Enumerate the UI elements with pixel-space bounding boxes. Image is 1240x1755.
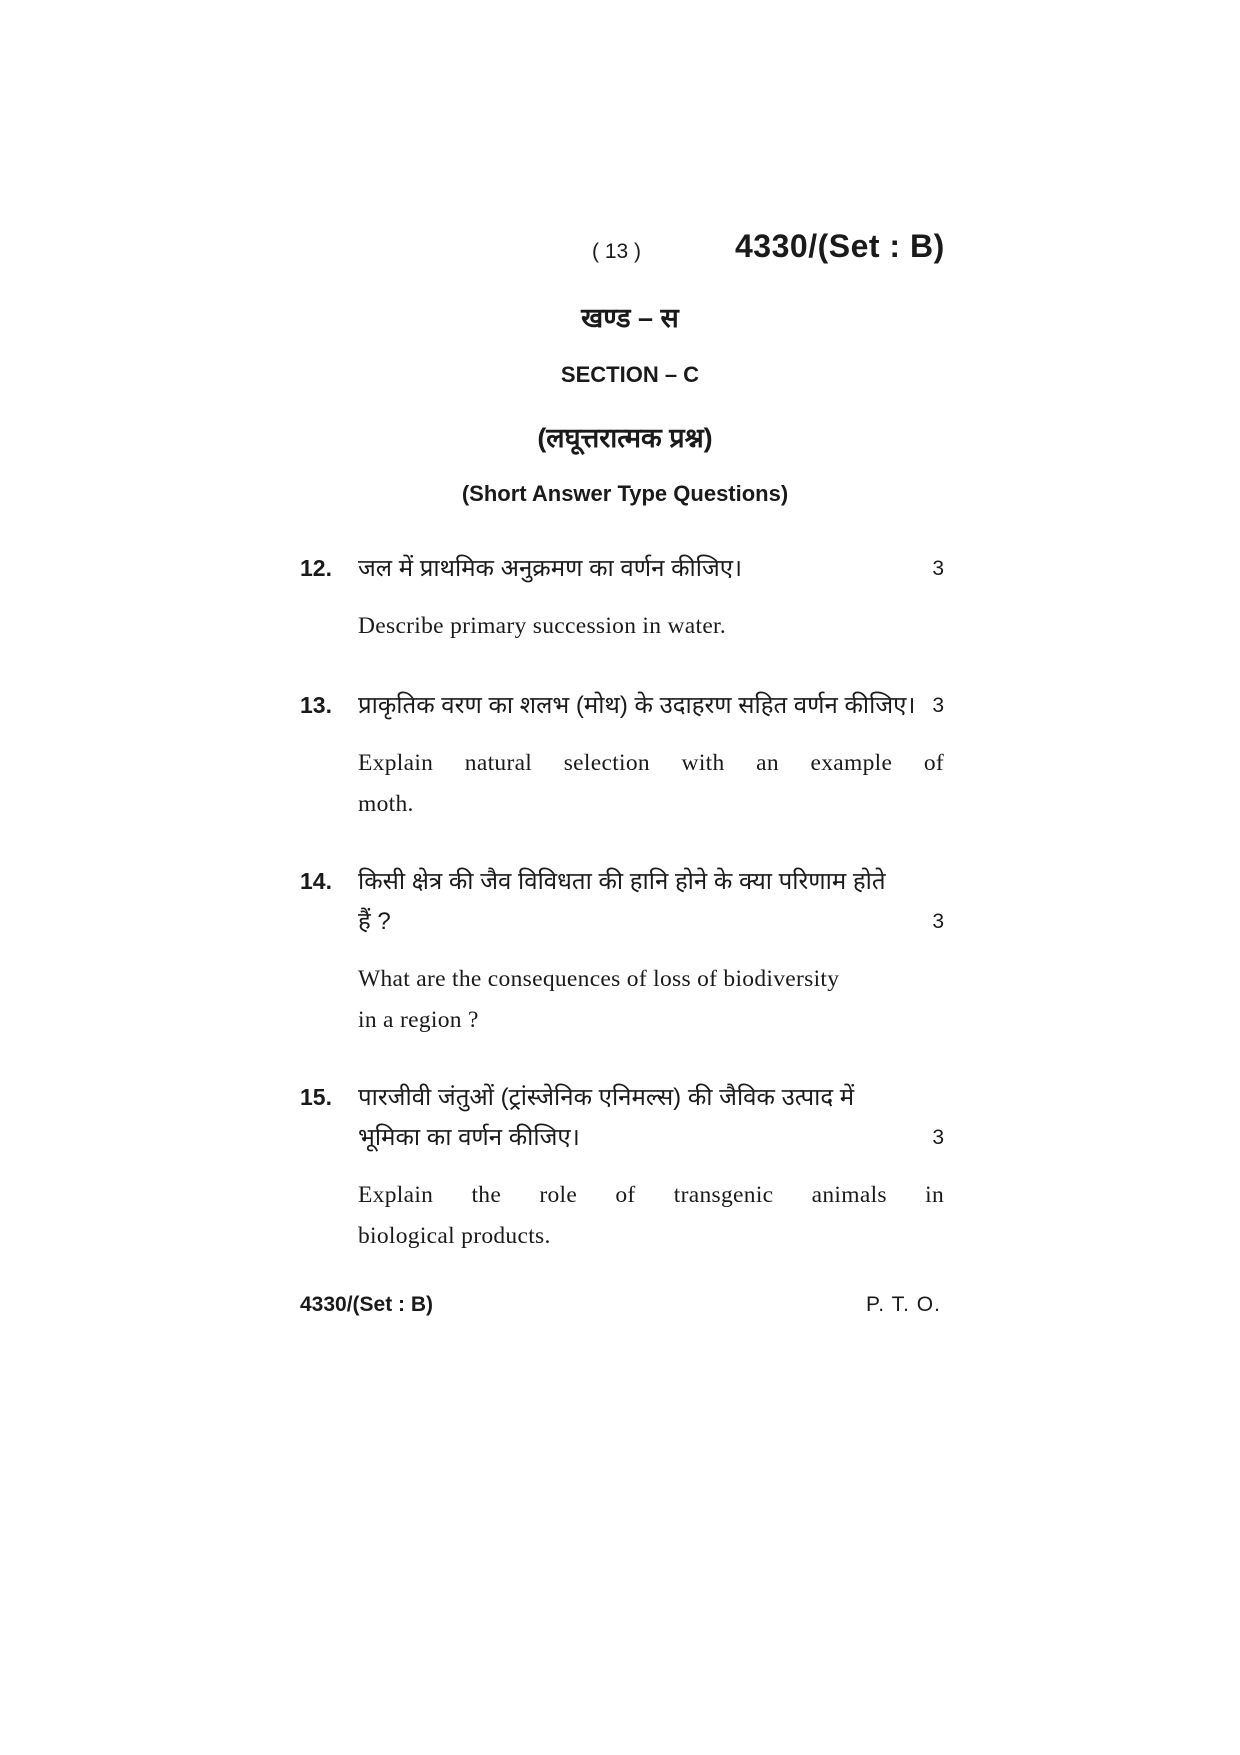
question-hindi-text-line-1	[358, 862, 944, 902]
marks: 3	[932, 910, 944, 933]
marks: 3	[932, 1126, 944, 1149]
hindi-line-1: जल में प्राथमिक अनुक्रमण का वर्णन कीजिए।	[358, 555, 743, 582]
section-title-hindi: खण्ड – स	[581, 303, 679, 333]
paper-code-header: 4330/(Set : B)	[735, 228, 945, 264]
question-english-text	[358, 1175, 944, 1257]
question-hindi-text-line-1	[358, 1078, 944, 1118]
question-type-hindi: (लघूत्तरात्मक प्रश्न)	[537, 423, 713, 453]
hindi-line-2: हैं ?	[358, 908, 391, 935]
english-line-1: Describe primary succession in water.	[358, 613, 727, 639]
question-number: 13.	[300, 692, 332, 718]
question-english-text	[358, 606, 944, 647]
english-line-2: moth.	[358, 791, 414, 817]
question-type-english: (Short Answer Type Questions)	[461, 481, 789, 506]
marks: 3	[932, 694, 944, 717]
question-number: 12.	[300, 555, 332, 581]
question-hindi-text	[358, 686, 944, 726]
paper-code-footer: 4330/(Set : B)	[300, 1293, 434, 1316]
marks: 3	[932, 557, 944, 580]
question-english-text	[358, 743, 944, 825]
english-line-2: biological products.	[358, 1223, 551, 1249]
hindi-line-2: भूमिका का वर्णन कीजिए।	[358, 1124, 580, 1151]
hindi-line-1: प्राकृतिक वरण का शलभ (मोथ) के उदाहरण सहित वर्णन कीजिए।	[358, 692, 916, 719]
question-number: 14.	[300, 868, 332, 894]
question-hindi-text-line-2	[358, 902, 944, 942]
question-hindi-text	[358, 549, 944, 589]
english-line-1: What are the consequences of loss of biodiversity	[358, 966, 840, 992]
question-number: 15.	[300, 1084, 332, 1110]
question-english-text	[358, 959, 944, 1041]
question-hindi-text-line-2	[358, 1118, 944, 1158]
pto-label: P. T. O.	[866, 1293, 941, 1316]
page-number: ( 13 )	[592, 240, 642, 263]
english-line-1: Explain natural selection with an example of	[358, 750, 944, 776]
hindi-line-1: पारजीवी जंतुओं (ट्रांस्जेनिक एनिमल्स) की जैविक उत्पाद में	[358, 1084, 855, 1111]
section-title-english: SECTION – C	[560, 362, 700, 387]
english-line-1: Explain the role of transgenic animals in	[358, 1182, 944, 1208]
hindi-line-1: किसी क्षेत्र की जैव विविधता की हानि होने के क्या परिणाम होते	[358, 868, 886, 895]
english-line-2: in a region ?	[358, 1007, 479, 1033]
